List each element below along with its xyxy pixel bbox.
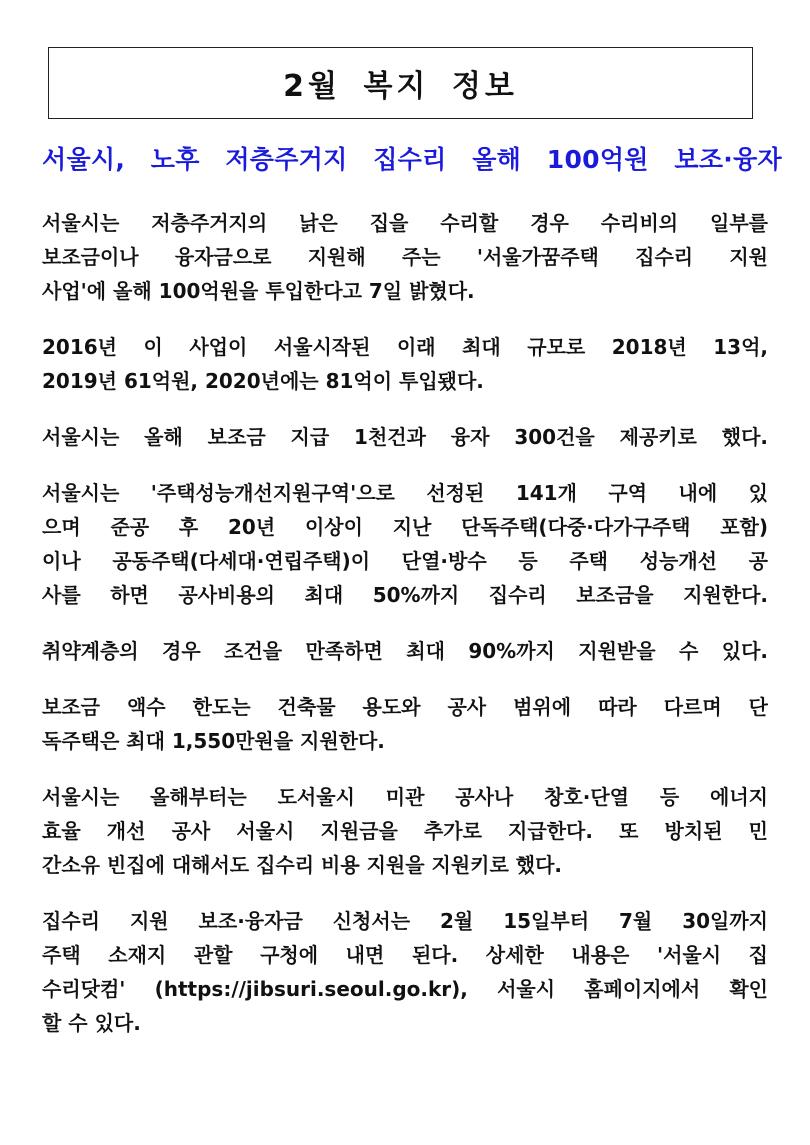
- paragraph-line: 보조금이나 융자금으로 지원해 주는 '서울가꿈주택 집수리 지원: [42, 245, 768, 269]
- paragraph-line: 서울시는 '주택성능개선지원구역'으로 선정된 141개 구역 내에 있: [42, 481, 768, 505]
- paragraph-line: 간소유 빈집에 대해서도 집수리 비용 지원을 지원키로 했다.: [42, 853, 563, 877]
- paragraph-line: 사업'에 올해 100억원을 투입한다고 7일 밝혔다.: [42, 279, 475, 303]
- paragraph-line: 독주택은 최대 1,550만원을 지원한다.: [42, 729, 385, 753]
- paragraph-line: 이나 공동주택(다세대·연립주택)이 단열·방수 등 주택 성능개선 공: [42, 549, 768, 573]
- paragraph-7: [42, 780, 768, 882]
- title-box: [48, 47, 753, 119]
- paragraph-line: 수리닷컴' (https://jibsuri.seoul.go.kr), 서울시 홈페이지에서 확인: [42, 977, 768, 1001]
- paragraph-4: [42, 476, 768, 612]
- paragraph-line: 2016년 이 사업이 서울시작된 이래 최대 규모로 2018년 13억,: [42, 335, 768, 359]
- paragraph-line: 할 수 있다.: [42, 1011, 141, 1035]
- paragraph-5: [42, 634, 768, 668]
- paragraph-line: 서울시는 올해부터는 도서울시 미관 공사나 창호·단열 등 에너지: [42, 785, 768, 809]
- paragraph-line: 집수리 지원 보조·융자금 신청서는 2월 15일부터 7월 30일까지: [42, 909, 768, 933]
- paragraph-3: [42, 420, 768, 454]
- paragraph-line: 으며 준공 후 20년 이상이 지난 단독주택(다중·다가구주택 포함): [42, 515, 768, 539]
- paragraph-line: 서울시는 저층주거지의 낡은 집을 수리할 경우 수리비의 일부를: [42, 211, 768, 235]
- article-body: [42, 206, 768, 1062]
- paragraph-line: 취약계층의 경우 조건을 만족하면 최대 90%까지 지원받을 수 있다.: [42, 639, 768, 663]
- paragraph-line: 사를 하면 공사비용의 최대 50%까지 집수리 보조금을 지원한다.: [42, 583, 768, 607]
- page-title: 2월 복지 정보: [283, 69, 518, 104]
- paragraph-line: 효율 개선 공사 서울시 지원금을 추가로 지급한다. 또 방치된 민: [42, 819, 768, 843]
- paragraph-line: 2019년 61억원, 2020년에는 81억이 투입됐다.: [42, 369, 484, 393]
- paragraph-line: 주택 소재지 관할 구청에 내면 된다. 상세한 내용은 '서울시 집: [42, 943, 768, 967]
- paragraph-8: [42, 904, 768, 1040]
- paragraph-1: [42, 206, 768, 308]
- article-headline: 서울시, 노후 저층주거지 집수리 올해 100억원 보조·융자: [42, 145, 782, 174]
- paragraph-line: 보조금 액수 한도는 건축물 용도와 공사 범위에 따라 다르며 단: [42, 695, 768, 719]
- paragraph-6: [42, 690, 768, 758]
- paragraph-line: 서울시는 올해 보조금 지급 1천건과 융자 300건을 제공키로 했다.: [42, 425, 768, 449]
- paragraph-2: [42, 330, 768, 398]
